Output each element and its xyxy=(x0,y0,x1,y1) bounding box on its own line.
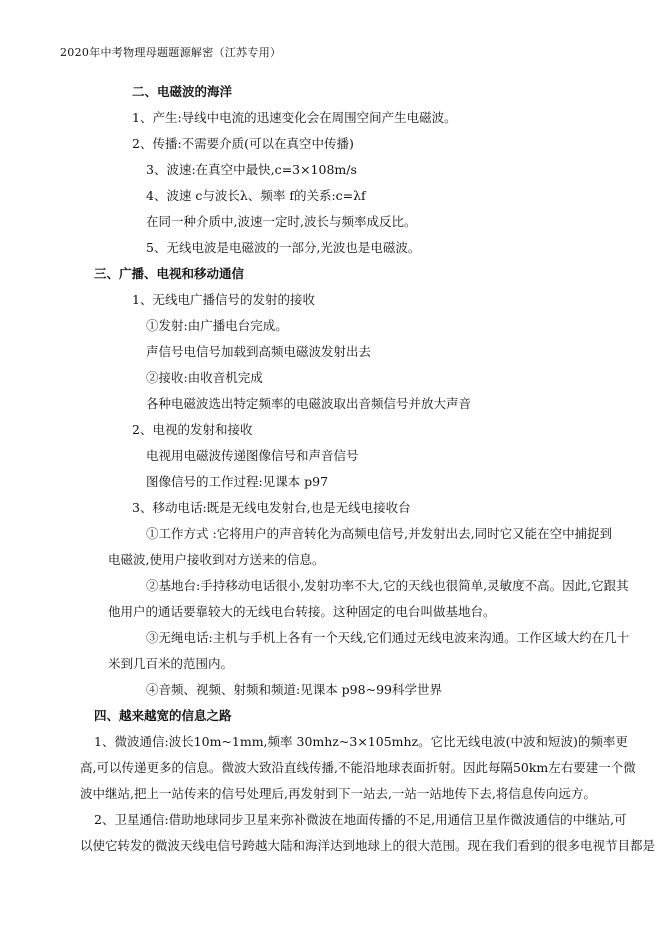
text-line: 米到几百米的范围内。 xyxy=(108,656,234,671)
text-line: ③无绳电话:主机与手机上各有一个天线,它们通过无线电波来沟通。工作区域大约在几十 xyxy=(146,630,630,645)
text-line: 2、传播:不需要介质(可以在真空中传播) xyxy=(132,136,354,151)
text-line: 5、无线电波是电磁波的一部分,光波也是电磁波。 xyxy=(146,240,421,255)
text-line: 高,可以传递更多的信息。微波大致沿直线传播,不能沿地球表面折射。因此每隔50km左右要建一个微 xyxy=(80,760,636,775)
text-line: 声信号电信号加载到高频电磁波发射出去 xyxy=(146,344,372,359)
text-line: 电视用电磁波传递图像信号和声音信号 xyxy=(146,448,359,463)
text-line: 各种电磁波选出特定频率的电磁波取出音频信号并放大声音 xyxy=(146,396,472,411)
text-line: ①工作方式 :它将用户的声音转化为高频电信号,并发射出去,同时它又能在空中捕捉到 xyxy=(146,526,613,541)
text-line: 电磁波,使用户接收到对方送来的信息。 xyxy=(108,552,325,567)
text-line: 他用户的通话要靠较大的无线电台转接。这种固定的电台叫做基地台。 xyxy=(108,604,496,619)
text-line: 4、波速 c与波长λ、频率 f的关系:c=λf xyxy=(146,188,366,203)
text-line: ②接收:由收音机完成 xyxy=(146,370,263,385)
text-line: 以使它转发的微波天线电信号跨越大陆和海洋达到地球上的很大范围。现在我们看到的很多电视节目都是 xyxy=(80,838,656,853)
section-heading: 三、广播、电视和移动通信 xyxy=(94,266,245,281)
text-line: 2、卫星通信:借助地球同步卫星来弥补微波在地面传播的不足,用通信卫星作微波通信的中继站,可 xyxy=(94,812,627,827)
text-line: 1、无线电广播信号的发射的接收 xyxy=(132,292,315,307)
text-line: 图像信号的工作过程:见课本 p97 xyxy=(146,474,329,489)
text-line: 3、移动电话:既是无线电发射台,也是无线电接收台 xyxy=(132,500,411,515)
section-heading: 二、电磁波的海洋 xyxy=(132,84,233,99)
text-line: 在同一种介质中,波速一定时,波长与频率成反比。 xyxy=(146,214,417,229)
text-line: 3、波速:在真空中最快,c=3×108m/s xyxy=(146,162,357,177)
section-heading: 四、越来越宽的信息之路 xyxy=(94,708,232,723)
text-line: ④音频、视频、射频和频道:见课本 p98~99科学世界 xyxy=(146,682,442,697)
text-line: 1、产生:导线中电流的迅速变化会在周围空间产生电磁波。 xyxy=(132,110,457,125)
text-line: ①发射:由广播电台完成。 xyxy=(146,318,288,333)
document-header: 2020年中考物理母题题源解密（江苏专用） xyxy=(60,46,282,59)
text-line: 2、电视的发射和接收 xyxy=(132,422,253,437)
text-line: 1、微波通信:波长10m~1mm,频率 30mhz~3×105mhz。它比无线电波(中波和短波)的频率更 xyxy=(94,734,628,749)
text-line: ②基地台:手持移动电话很小,发射功率不大,它的天线也很简单,灵敏度不高。因此,它跟其 xyxy=(146,578,629,593)
text-line: 波中继站,把上一站传来的信号处理后,再发射到下一站去,一站一站地传下去,将信息传向远方。 xyxy=(80,786,596,801)
